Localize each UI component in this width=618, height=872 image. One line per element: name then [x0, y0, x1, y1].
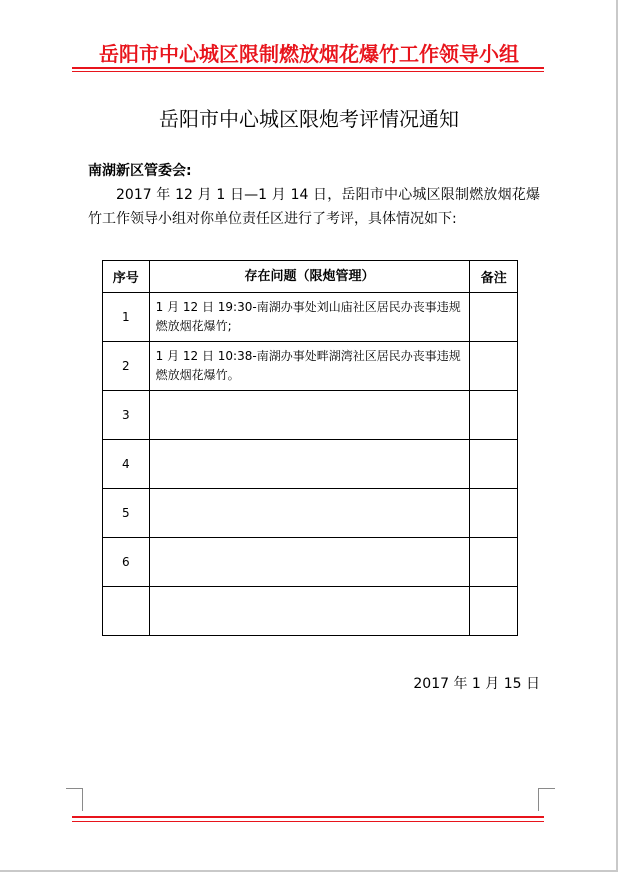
row-seq: 6 [103, 538, 150, 587]
document-date: 2017 年 1 月 15 日 [413, 676, 540, 692]
table-header-row [103, 261, 518, 293]
letterhead-title: 岳阳市中心城区限制燃放烟花爆竹工作领导小组 [99, 42, 519, 66]
table-row [103, 342, 518, 391]
row-issue [149, 391, 470, 440]
footer-rule-thick [72, 816, 544, 818]
row-seq: 3 [103, 391, 150, 440]
row-remark [470, 489, 518, 538]
header-issue: 存在问题（限炮管理） [149, 261, 470, 293]
table-row [103, 538, 518, 587]
row-seq: 2 [103, 342, 150, 391]
row-remark [470, 293, 518, 342]
table-row [103, 587, 518, 636]
row-issue [149, 538, 470, 587]
row-seq: 1 [103, 293, 150, 342]
evaluation-table [102, 260, 518, 636]
row-issue: 1 月 12 日 19:30-南湖办事处刘山庙社区居民办丧事违规燃放烟花爆竹; [149, 293, 470, 342]
row-issue [149, 489, 470, 538]
header-seq: 序号 [103, 261, 150, 293]
row-issue: 1 月 12 日 10:38-南湖办事处畔湖湾社区居民办丧事违规燃放烟花爆竹。 [149, 342, 470, 391]
row-remark [470, 538, 518, 587]
row-issue [149, 587, 470, 636]
footer-rule-thin [72, 821, 544, 822]
header-remark: 备注 [470, 261, 518, 293]
body-paragraph: 2017 年 12 月 1 日—1 月 14 日，岳阳市中心城区限制燃放烟花爆竹工作领导小组对你单位责任区进行了考评，具体情况如下: [88, 187, 540, 227]
letterhead-rule-thin [72, 71, 544, 72]
table-row [103, 489, 518, 538]
table-row [103, 293, 518, 342]
margin-corner-mark [66, 788, 83, 811]
table-row [103, 440, 518, 489]
row-remark [470, 440, 518, 489]
row-remark [470, 587, 518, 636]
table-row [103, 391, 518, 440]
margin-corner-mark [538, 788, 555, 811]
row-seq: 5 [103, 489, 150, 538]
letterhead-rule-thick [72, 67, 544, 69]
addressee: 南湖新区管委会: [88, 163, 192, 179]
row-issue [149, 440, 470, 489]
row-remark [470, 342, 518, 391]
row-remark [470, 391, 518, 440]
document-title: 岳阳市中心城区限炮考评情况通知 [159, 107, 459, 131]
row-seq: 4 [103, 440, 150, 489]
row-seq [103, 587, 150, 636]
